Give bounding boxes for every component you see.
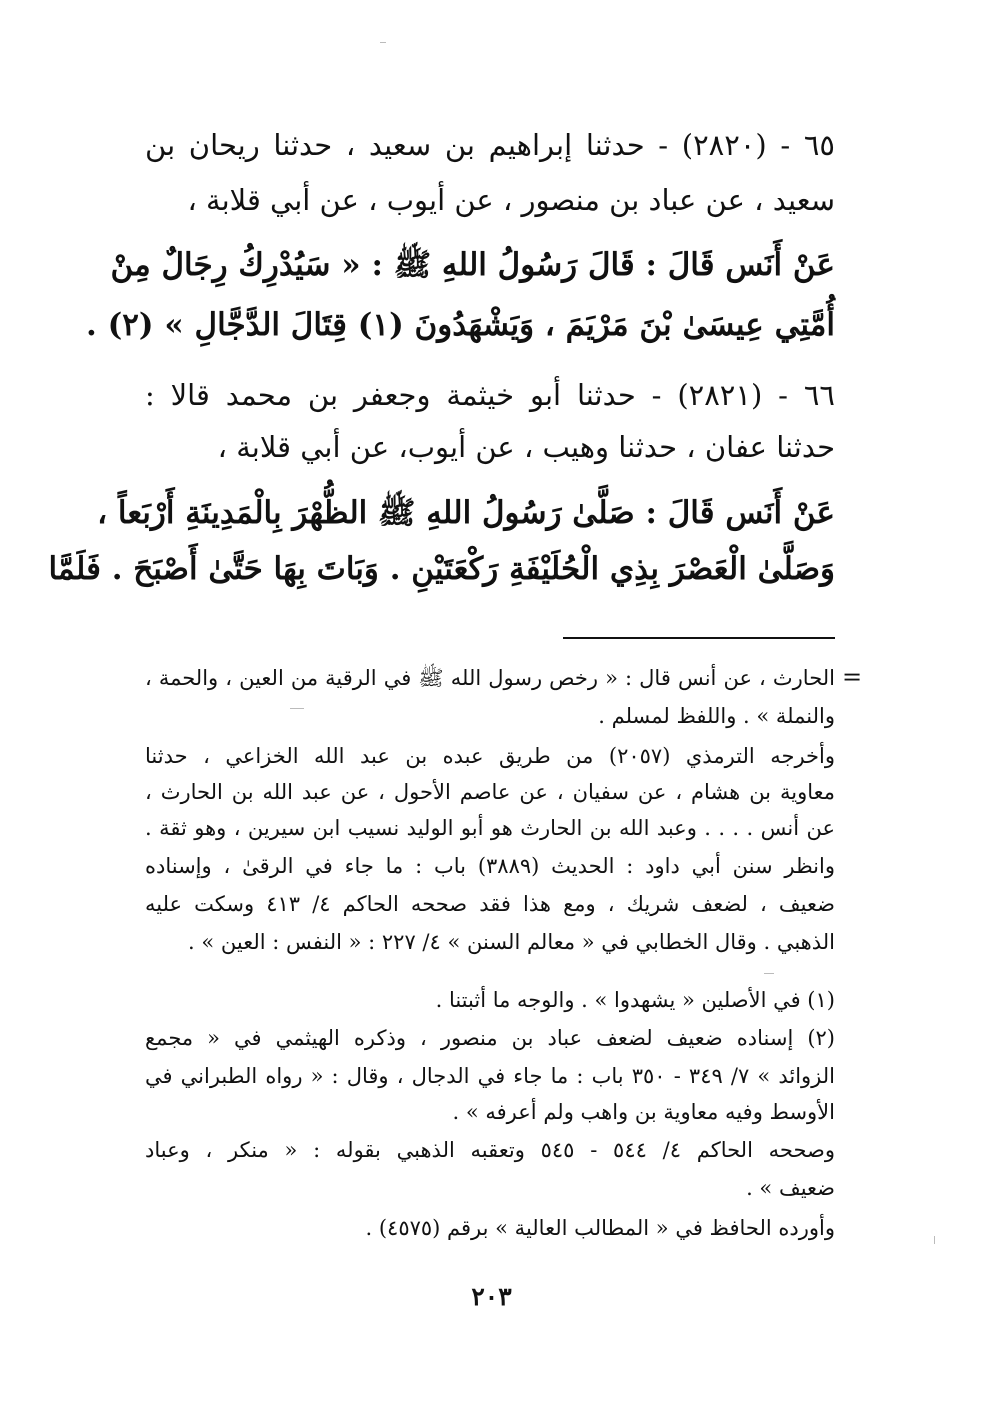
footnote-2-line-1: (٢) إسناده ضعيف لضعف عباد بن منصور ، وذكره الهيثمي في « مجمع xyxy=(145,1026,835,1050)
footnote-2-line-5: ضعيف » . xyxy=(746,1176,835,1200)
scan-mark xyxy=(764,973,774,974)
footnote-1: (١) في الأصلين « يشهدوا » . والوجه ما أثبتنا . xyxy=(435,988,835,1012)
hadith-65-line-2: أُمَّتِي عِيسَىٰ بْنَ مَرْيَمَ ، وَيَشْهَدُونَ (١) قِتَالَ الدَّجَّالِ » (٢) . xyxy=(86,307,835,343)
footnote-continued-line-6: وانظر سنن أبي داود : الحديث (٣٨٨٩) باب : ما جاء في الرقىٰ ، وإسناده xyxy=(145,854,835,878)
scan-mark xyxy=(380,42,386,43)
footnote-continued-line-4: معاوية بن هشام ، عن سفيان ، عن عاصم الأحول ، عن عبد الله بن الحارث ، xyxy=(145,780,835,804)
footnote-continued-line-3: وأخرجه الترمذي (٢٠٥٧) من طريق عبده بن عبد الله الخزاعي ، حدثنا xyxy=(145,744,836,768)
footnote-2-line-6: وأورده الحافظ في « المطالب العالية » برقم (٤٥٧٥) . xyxy=(365,1216,835,1240)
footnote-continued-line-7: ضعيف ، لضعف شريك ، ومع هذا فقد صححه الحاكم ٤/ ٤١٣ وسكت عليه xyxy=(145,892,835,916)
page-number: ٢٠٣ xyxy=(471,1282,512,1311)
hadith-66-line-1: عَنْ أَنَس قَالَ : صَلَّىٰ رَسُولُ اللهِ ﷺ الظُّهْرَ بِالْمَدِينَةِ أَرْبَعاً ، xyxy=(97,495,835,531)
isnad-66-line-1: ٦٦ - (٢٨٢١) - حدثنا أبو خيثمة وجعفر بن محمد قالا : xyxy=(145,378,835,412)
scan-mark xyxy=(290,708,304,709)
isnad-66-line-2: حدثنا عفان ، حدثنا وهيب ، عن أيوب، عن أبي قلابة ، xyxy=(217,430,835,464)
footnote-continued-line-5: عن أنس . . . . وعبد الله بن الحارث هو أبو الوليد نسيب ابن سيرين ، وهو ثقة . xyxy=(145,816,835,840)
footnote-2-line-3: الأوسط وفيه معاوية بن واهب ولم أعرفه » . xyxy=(452,1100,835,1124)
footnote-continued-line-1: الحارث ، عن أنس قال : « رخص رسول الله ﷺ في الرقية من العين ، والحمة ، xyxy=(145,666,835,690)
isnad-65-line-1: ٦٥ - (٢٨٢٠) - حدثنا إبراهيم بن سعيد ، حدثنا ريحان بن xyxy=(145,128,835,162)
hadith-65-line-1: عَنْ أَنَس قَالَ : قَالَ رَسُولُ اللهِ ﷺ : « سَيُدْرِكُ رِجَالٌ مِنْ xyxy=(110,247,835,283)
footnote-separator xyxy=(563,637,835,639)
scan-mark xyxy=(934,1236,935,1244)
footnote-continued-line-8: الذهبي . وقال الخطابي في « معالم السنن » ٤/ ٢٢٧ : « النفس : العين » . xyxy=(188,930,835,954)
hadith-66-line-2: وَصَلَّىٰ الْعَصْرَ بِذِي الْحُلَيْفَةِ رَكْعَتَيْنِ . وَبَاتَ بِهَا حَتَّىٰ أَصْبَحَ . فَلَمَّا xyxy=(48,551,835,587)
footnote-continued-line-2: والنملة » . واللفظ لمسلم . xyxy=(598,704,835,728)
footnote-continuation-marker: = xyxy=(842,663,863,691)
footnote-2-line-2: الزوائد » ٧/ ٣٤٩ - ٣٥٠ باب : ما جاء في الدجال ، وقال : « رواه الطبراني في xyxy=(145,1064,835,1088)
footnote-2-line-4: وصححه الحاكم ٤/ ٥٤٤ - ٥٤٥ وتعقبه الذهبي بقوله : « منكر ، وعباد xyxy=(145,1138,835,1162)
isnad-65-line-2: سعيد ، عن عباد بن منصور ، عن أيوب ، عن أبي قلابة ، xyxy=(187,183,835,217)
